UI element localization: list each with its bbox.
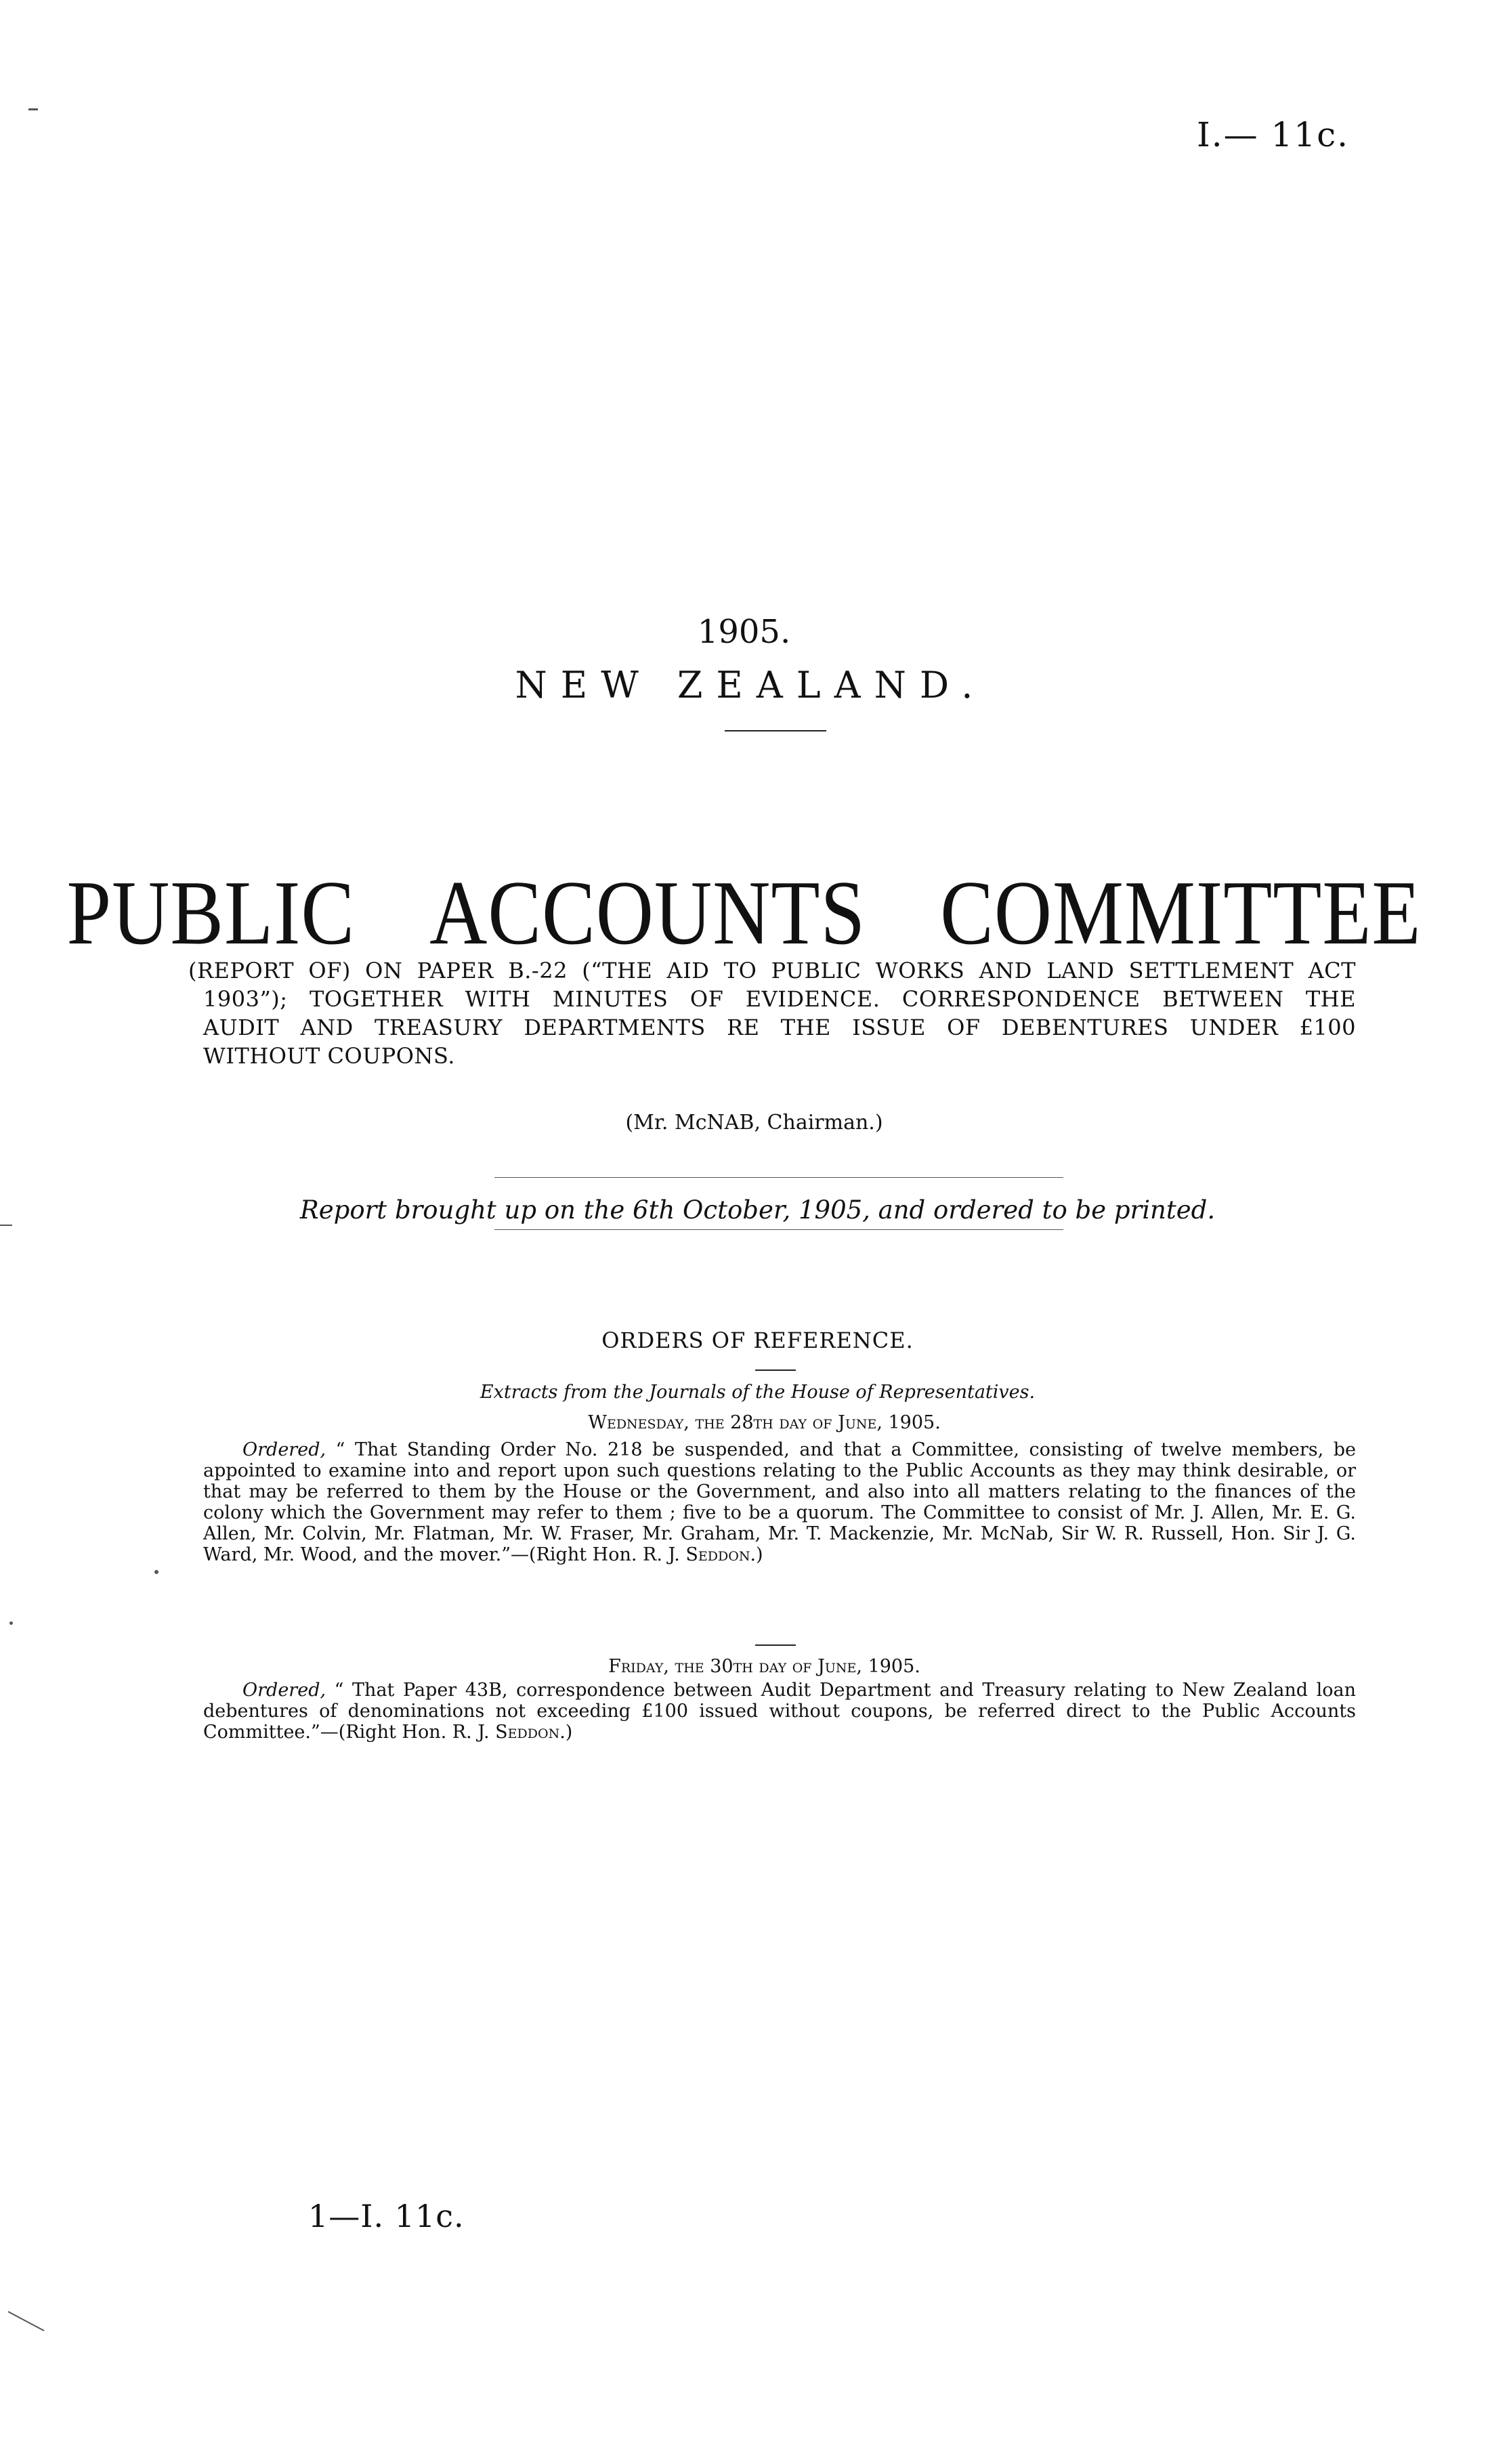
order-paragraph (203, 1439, 1356, 1565)
subtitle-line: WITHOUT COUPONS. (203, 1043, 455, 1069)
order-date: Wednesday, the 28th day of June, 1905. (588, 1412, 941, 1433)
scan-mark (9, 1621, 13, 1625)
divider-rule (755, 1369, 796, 1371)
subtitle-line: 1903”); TOGETHER WITH MINUTES OF EVIDENCE. CORRESPONDENCE BETWEEN THE (203, 986, 1356, 1012)
scan-mark (28, 108, 38, 110)
scan-mark (8, 2311, 45, 2331)
order-lead: Ordered, (242, 1680, 326, 1701)
orders-heading: ORDERS OF REFERENCE. (601, 1327, 914, 1353)
country-heading: NEW ZEALAND. (515, 664, 987, 706)
title-word: COMMITTEE (940, 862, 1422, 964)
footer-page-number: 1—I. 11c. (308, 2198, 465, 2234)
subtitle-line: AUDIT AND TREASURY DEPARTMENTS RE THE ISSUE OF DEBENTURES UNDER £100 (203, 1015, 1356, 1040)
document-subtitle (188, 956, 1356, 1070)
document-title (0, 860, 1488, 966)
divider-rule (494, 1229, 1063, 1230)
order-lead: Ordered, (242, 1439, 326, 1460)
order-date: Friday, the 30th day of June, 1905. (608, 1656, 920, 1677)
title-word: PUBLIC (66, 862, 356, 964)
divider-rule (494, 1177, 1063, 1178)
subtitle-line: (REPORT OF) ON PAPER B.-22 (“THE AID TO PUBLIC WORKS AND LAND SETTLEMENT ACT (188, 958, 1356, 983)
scan-mark (0, 1225, 12, 1226)
extracts-line: Extracts from the Journals of the House of Representatives. (480, 1382, 1036, 1403)
order-signoff: Seddon.) (495, 1722, 573, 1743)
chairman-line: (Mr. McNAB, Chairman.) (625, 1111, 883, 1134)
title-word: ACCOUNTS (429, 862, 866, 964)
order-text: “ That Paper 43B, correspondence between Audit Department and Treasury relating to New Zealand loan debentures of denominations not exceeding £100 issued without coupons, be referred direct to the Public Accounts Committee.”—(Right Hon. R. J. (203, 1680, 1356, 1743)
order-signoff: Seddon.) (685, 1544, 763, 1565)
order-text: “ That Standing Order No. 218 be suspended, and that a Committee, consisting of twelve members, be appointed to examine into and report upon such questions relating to the Public Accounts as they may think desirable, or that may be referred to them by the House or the Government, and also into all matters relating to the finances of the colony which the Government may refer to them ; five to be a quorum. The Committee to consist of Mr. J. Allen, Mr. E. G. Allen, Mr. Colvin, Mr. Flatman, Mr. W. Fraser, Mr. Graham, Mr. T. Mackenzie, Mr. McNab, Sir W. R. Russell, Hon. Sir J. G. Ward, Mr. Wood, and the mover.”—(Right Hon. R. J. (203, 1439, 1356, 1565)
divider-rule (725, 730, 826, 731)
scan-mark (154, 1570, 158, 1574)
report-line: Report brought up on the 6th October, 1905, and ordered to be printed. (299, 1195, 1216, 1225)
document-year: 1905. (697, 613, 791, 651)
divider-rule (755, 1644, 796, 1646)
order-paragraph (203, 1680, 1356, 1743)
page-reference: I.— 11c. (1196, 115, 1349, 154)
